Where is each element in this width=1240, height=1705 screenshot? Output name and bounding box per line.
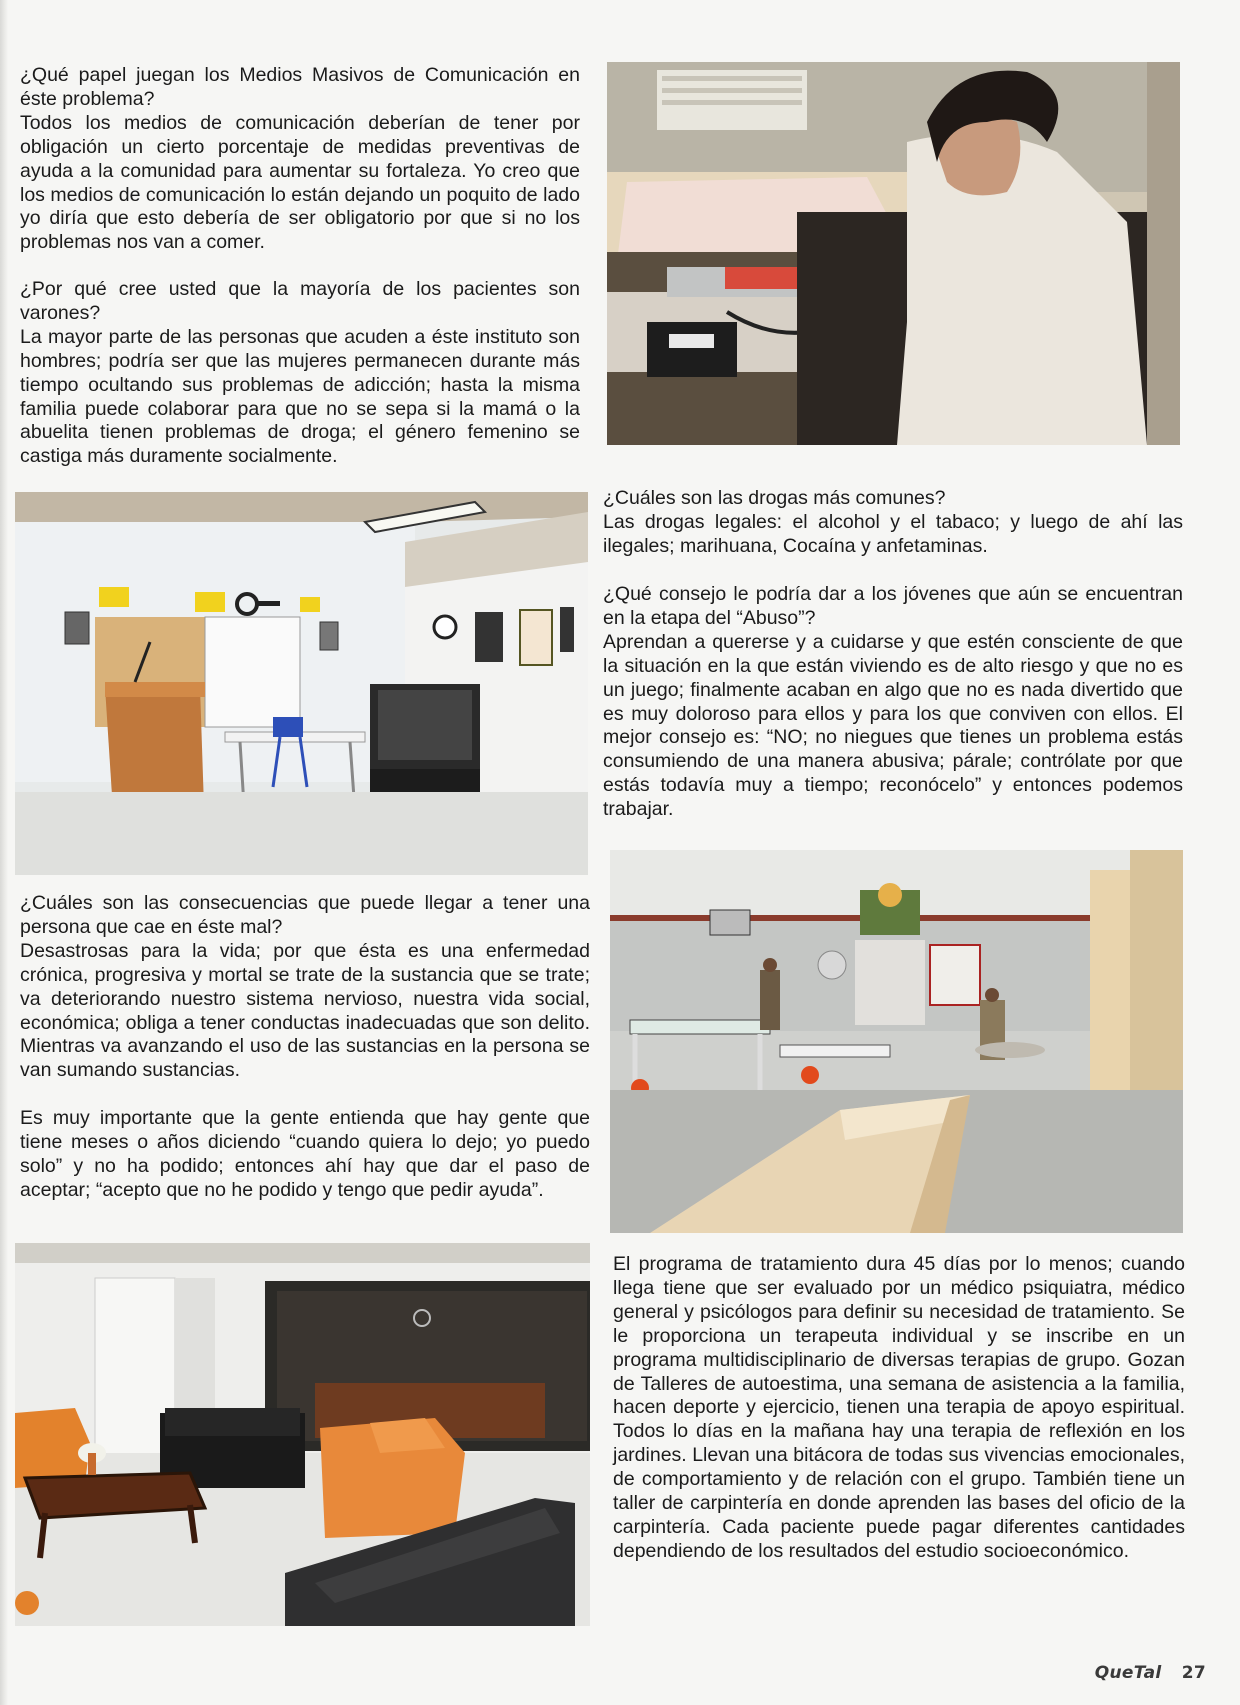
answer-consecuencias: Desastrosas para la vida; por que ésta es una enfermedad crónica, progresiva y mortal se trate de la sustancia que se trate; va deteriorando nuestro sistema nervioso, nuestra vida social, económica; obliga a tener conductas inadecuadas que son delito. Mientras va avanzando el uso de las sustancias en la persona se van sumando sustancias. [20,939,590,1082]
text-block-consecuencias [20,892,590,1203]
answer-medios: Todos los medios de comunicación deberían de tener por obligación un cierto porcentaje de medidas preventivas de ayuda a la comunidad para aumentar su fortaleza. Yo creo que los medios de comunicación lo están dejando un poquito de lado yo diría que esto debería de ser obligatorio por que si no los problemas nos van a comer. [20,111,580,254]
programa-text: El programa de tratamiento dura 45 días por lo menos; cuando llega tiene que ser evaluado por un médico psiquiatra, médico general y psicólogos para definir su necesidad de tratamiento. Se le proporciona un terapeuta individual y se inscribe en un programa multidisciplinario de diversas terapias de grupo. Gozan de Talleres de autoestima, una semana de asistencia a la familia, hacen deporte y ejercicio, tienen una terapia de apoyo espiritual. Todos lo días en la mañana hay una terapia de reflexión en los jardines. Llevan una bitácora de todas sus vivencias emocionales, de comportamiento y de relación con el grupo. También tiene un taller de carpintería en donde aprenden las bases del oficio de la carpintería. Cada paciente puede pagar diferentes cantidades dependiendo de los resultados del estudio socioeconómico. [613,1253,1185,1562]
question-varones: ¿Por qué cree usted que la mayoría de los pacientes son varones? [20,278,580,324]
photo-nurse-blood-pressure [607,62,1180,445]
answer-consecuencias-extra: Es muy importante que la gente entienda que hay gente que tiene meses o años diciendo “cuando quiera lo dejo; yo puedo solo” y no ha podido; entonces ahí hay que dar el paso de aceptar; “acepto que no he podido y tengo que pedir ayuda”. [20,1107,590,1201]
question-consejo: ¿Qué consejo le podría dar a los jóvenes que aún se encuentran en la etapa del “Abuso”? [603,583,1183,629]
question-medios: ¿Qué papel juegan los Medios Masivos de Comunicación en éste problema? [20,64,580,110]
question-consecuencias: ¿Cuáles son las consecuencias que puede llegar a tener una persona que cae en éste mal? [20,892,590,938]
photo-lounge-sofas [15,1243,590,1626]
question-drogas: ¿Cuáles son las drogas más comunes? [603,487,946,509]
text-block-drogas [603,487,1183,559]
answer-drogas: Las drogas legales: el alcohol y el tabaco; y luego de ahí las ilegales; marihuana, Cocaína y anfetaminas. [603,510,1183,557]
text-block-medios [20,64,580,255]
photo-classroom-podium [15,492,588,875]
text-block-programa [613,1253,1185,1564]
page-footer [1095,1663,1206,1683]
text-block-varones [20,278,580,469]
photo-carpentry-workshop [610,850,1183,1233]
magazine-brand: QueTal [1094,1663,1162,1683]
text-block-consejo [603,583,1183,822]
answer-consejo: Aprendan a quererse y a cuidarse y que estén consciente de que la situación en la que están viviendo es de alto riesgo y que no es un juego; finalmente acaban en algo que no es nada divertido que es muy doloroso para ellos y para los que conviven con ellos. El mejor consejo es: “NO; no niegues que tienes un problema estás consumiendo de una manera abusiva; párale; contrólate por que estás todavía muy a tiempo; reconócelo” y entonces podemos trabajar. [603,630,1183,821]
page-binding-shadow [0,0,8,1705]
answer-varones: La mayor parte de las personas que acuden a éste instituto son hombres; podría ser que las mujeres permanecen durante más tiempo ocultando sus problemas de adicción; hasta la misma familia puede colaborar para que no se sepa si la mamá o la abuelita tienen problemas de droga; el género femenino se castiga más duramente socialmente. [20,325,580,468]
page-number: 27 [1181,1663,1206,1683]
